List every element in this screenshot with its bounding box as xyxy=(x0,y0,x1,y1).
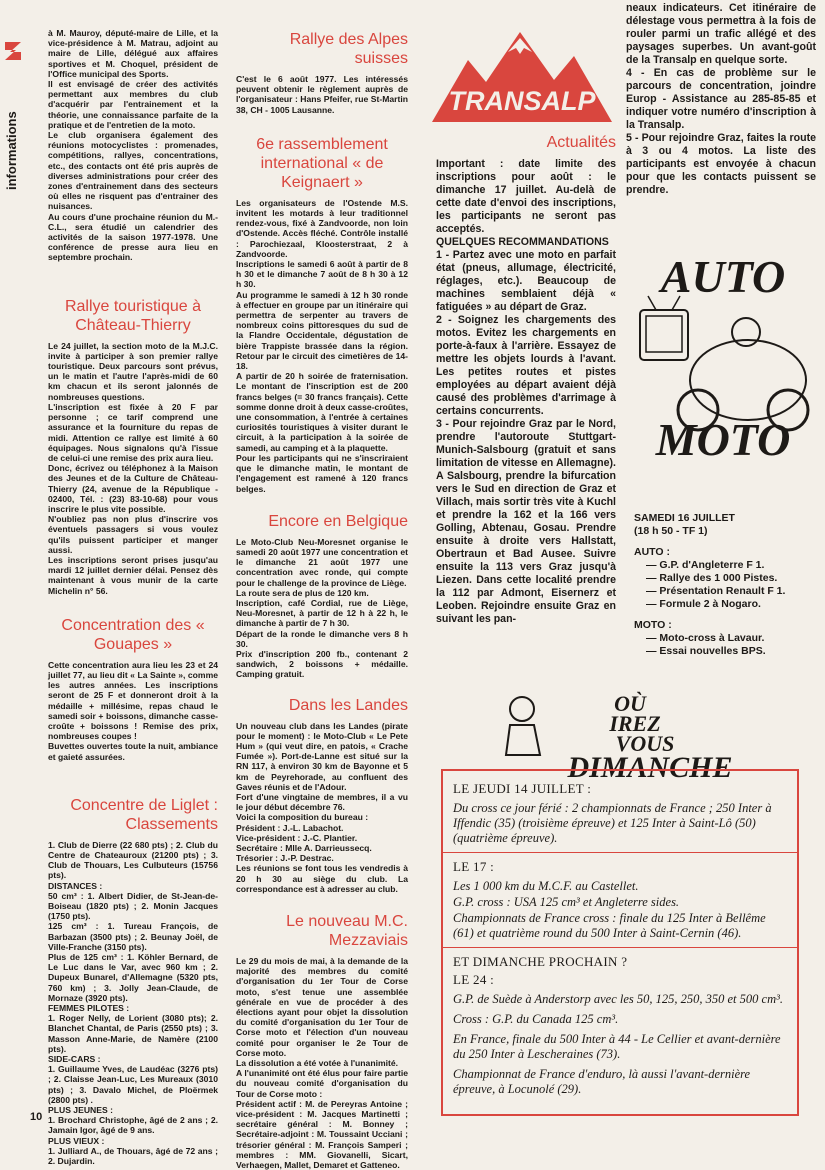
page-number: 10 xyxy=(30,1111,43,1123)
actualites-text: Important : date limite des inscriptions pour août : le dimanche 17 juillet. Au-delà de cette date d'envoi des inscriptions, les participants ne seront pas acceptés. QUELQUES RECOMMANDATIONS 1 - Partez avec une moto en parfait état (pneus, allumage, électricité, réglages, etc.). Beaucoup de machines semblaient déjà « fatiguées » au départ de Graz. 2 - Soignez les chargements des motos. Evitez les chargements en porte-à-faux à l'arrière. Essayez de mettre les objets lourds à l'avant. Les petites routes et pistes employées au départ avaient déjà causé des problèmes d'arrimage à certains concurrents. 3 - Pour rejoindre Graz par le Nord, prendre l'autoroute Stuttgart-Munich-Salsbourg (gratuit et sans limitation de vitesse en Allemagne). A Salsbourg, prendre la bifurcation vers le Sud en direction de Graz et Villach, mais sortir très vite à Kuchl et prendre la 162 et la 166 vers Golling, Abtenau, Gosau. Prendre ensuite à droite vers Hallstatt, Obertraun et Bad Ausee. Suivre ensuite la 113 vers Graz jusqu'à Liezen. Dans cette localité prendre la 112 par Admont, Eisernerz et Leoben. Rejoindre ensuite Graz en suivant les pan- xyxy=(436,158,616,625)
auto-item: — Présentation Renault F 1. xyxy=(646,585,786,597)
where-box xyxy=(441,769,799,1116)
svg-text:VOUS: VOUS xyxy=(615,731,675,756)
svg-text:MOTO: MOTO xyxy=(655,414,791,465)
svg-text:TRANSALP: TRANSALP xyxy=(448,86,596,116)
liglet-text: 1. Club de Dierre (22 680 pts) ; 2. Club du Centre de Chateauroux (21200 pts) ; 3. Club de Thouars, Les Culbuteurs (15756 pts). DISTANCES : 50 cm³ : 1. Albert Didier, de St-Jean-de-Boiseau (1820 pts) ; 2. Monin Jacques (1750 pts). 125 cm³ : 1. Tureau François, de Barbazan (3500 pts) ; 2. Beunay Joël, de Ville-Franche (3150 pts). Plus de 125 cm³ : 1. Köhler Bernard, de Le Luc dans le Var, avec 960 km ; 2. Dupeux Bunarel, d'Allemagne (5320 pts, 760 km) ; 3. Jolly Jean-Claude, de Mornaze (3920 pts). FEMMES PILOTES : 1. Roger Nelly, de Lorient (3080 pts); 2. Blanchet Chantal, de Paris (2550 pts) ; 3. Masson Anne-Marie, de Namère (2100 pts). SIDE-CARS : 1. Guillaume Yves, de Laudéac (3276 pts) ; 2. Claisse Jean-Luc, Les Mureaux (3010 pts) ; 3. Davalo Michel, de Ploërmek (2800 pts) . PLUS JEUNES : 1. Brochard Christophe, âgé de 2 ans ; 2. Jamain Igor, âgé de 9 ans. PLUS VIEUX : 1. Julliard A., de Thouars, âgé de 72 ans ; 2. Dujardin. xyxy=(48,839,218,1167)
belgique-text: Le Moto-Club Neu-Moresnet organise le samedi 20 août 1977 une concentration et le dimanche 21 août 1977 une concentration avec ronde, qui compte pour le challenge de la province de Liège. La route sera de plus de 120 km. Inscription, café Cordial, rue de Liège, Neu-Moresnet, à partir de 12 h à 22 h, le dimanche à partir de 7 h 30. Départ de la ronde le dimanche vers 8 h 30. Prix d'inscription 200 fb., contenant 2 sandwich, 2 boissons + médaille. Camping gratuit. xyxy=(236,536,408,680)
auto-item: — Rallye des 1 000 Pistes. xyxy=(646,572,778,584)
transalp-logo xyxy=(428,30,616,125)
svg-text:IREZ: IREZ xyxy=(609,711,661,736)
le-17-text-c: Championnats de France cross : finale du 125 Inter à Bellême (61) et quatrième round du 500 Inter à Saint-Cernin (46). xyxy=(453,911,766,940)
dimanche-prochain-heading: ET DIMANCHE PROCHAIN ? xyxy=(453,954,628,969)
gouapes-heading: Concentration des « Gouapes » xyxy=(61,616,205,653)
svg-text:OÙ: OÙ xyxy=(614,691,646,716)
column-1 xyxy=(48,28,218,1166)
moto-item: — Moto-cross à Lavaur. xyxy=(646,632,765,644)
mezzaviais-text: Le 29 du mois de mai, à la demande de la majorité des membres du comité d'organisation du 1er Tour de Corse moto, s'est tenue une assemblée générale en vue de procéder à des élections ayant pour objet la dissolution du comité d'organisation du 1er Tour de Corse moto et l'élection d'un nouveau comité pour organiser le 2e Tour de Corse moto. La dissolution a été votée à l'unanimité. A l'unanimité ont été élus pour faire partie du nouveau comité d'organisation du Tour de Corse moto : Président actif : M. de Pereyras Antoine ; vice-président : M. Jacques Martinetti ; secrétaire général : M. Bonney ; Secrétaire-adjoint : M. Toussaint Ucciani ; trésorier général : M. François Samperi ; membres : MM. Giovanelli, Sicart, Verhaegen, Mallet, Demaret et Gatteneo. xyxy=(236,956,408,1170)
alpes-heading: Rallye des Alpes suisses xyxy=(289,31,408,67)
le-24-text-d: Championnat de France d'enduro, là aussi l'avant-dernière épreuve, à Locunolé (29). xyxy=(453,1067,751,1096)
alpes-text: C'est le 6 août 1977. Les intéressés peuvent obtenir le règlement auprès de l'organisateur : Hans Pfeifer, rue St-Martin 38, CH - 1005 Lausanne. xyxy=(236,74,408,115)
jeudi-text: Du cross ce jour férié : 2 championnats de France ; 250 Inter à Iffendic (35) (troisième épreuve) et 125 Inter à Saint-Lô (50) (quatrième épreuve). xyxy=(453,801,772,845)
landes-heading: Dans les Landes xyxy=(288,696,408,714)
column-2 xyxy=(236,26,408,1170)
svg-text:AUTO: AUTO xyxy=(660,251,786,302)
landes-text: Un nouveau club dans les Landes (pirate pour le moment) : le Moto-Club « Le Pete Hum » (qui veut dire, en patois, « Crache Fumée »). Port-de-Lanne est situé sur la RN 117, à environ 30 km de Bayonne et 5 km de Peyrehorade, au confluent des Gaves réunis et de l'Adour. Fort d'une vingtaine de membres, il a vu le jour début décembre 76. Voici la composition du bureau : Président : J.-L. Labachot. Vice-président : J.-C. Plantier. Secrétaire : Mlle A. Darrieussecq. Trésorier : J.-P. Destrac. Les réunions se font tous les vendredis à 20 h 30 au siège du club. La correspondance est à adresser au club. xyxy=(236,720,408,894)
liglet-heading: Concentre de Liglet : Classements xyxy=(70,796,218,833)
moto-label: MOTO : xyxy=(634,619,672,631)
keignaert-heading: 6e rassemblement international « de Keignaert » xyxy=(256,135,388,191)
section-label: informations xyxy=(4,111,19,190)
le-24-heading: LE 24 : xyxy=(453,972,495,987)
transalp-continued-text: neaux indicateurs. Cet itinéraire de délestage vous permettra à la fois de rouler parmi un trafic allégé et des paysages superbes. Un avant-goût de la Transalp en quelque sorte. 4 - En cas de problème sur le parcours de concentration, joindre Europ - Assistance au 285-85-85 et indiquer votre numéro d'inscription à la Transalp. 5 - Pour rejoindre Graz, faites la route à 3 ou 4 motos. La liste des participants est envoyée à chacun pour que les contacts puissent se prendre. xyxy=(626,2,816,196)
auto-item: — G.P. d'Angleterre F 1. xyxy=(646,559,765,571)
tv-date: SAMEDI 16 JUILLET xyxy=(634,512,735,524)
le-24-text-b: Cross : G.P. du Canada 125 cm³. xyxy=(453,1012,619,1026)
rallye-touristique-text: Le 24 juillet, la section moto de la M.J.C. invite à participer à son premier rallye touristique. Deux parcours sont prévus, un le matin et l'autre l'après-midi de 60 km chacun et ils seront jalonnés de nombreuses questions. L'inscription est fixée à 20 F par personne ; ce tarif comprend une assurance et la fourniture du repas de midi. Attention ce rallye est limité à 60 équipages. Nous signalons qu'à l'issue de celui-ci une remise des prix aura lieu. Donc, écrivez ou téléphonez à la Maison des Jeunes et de la Culture de Château-Thierry (24, avenue de la République - 02400, Tél. : (23) 83-10-68) pour vous inscrire le plus vite possible. N'oubliez pas non plus d'inscrire vos éventuels passagers si vous voulez qu'ils puissent participer et manger aussi. Les inscriptions seront prises jusqu'au mardi 12 juillet dernier délai. Pensez dès maintenant à vous munir de la carte Michelin n° 56. xyxy=(48,340,218,596)
le-24-text-a: G.P. de Suède à Anderstorp avec les 50, 125, 250, 350 et 500 cm³. xyxy=(453,992,783,1006)
actualites-heading: Actualités xyxy=(546,134,616,151)
svg-text:DIMANCHE: DIMANCHE xyxy=(567,751,733,784)
belgique-heading: Encore en Belgique xyxy=(268,512,408,530)
le-17-text-a: Les 1 000 km du M.C.F. au Castellet. xyxy=(453,879,639,893)
auto-item: — Formule 2 à Nogaro. xyxy=(646,598,761,610)
gouapes-text: Cette concentration aura lieu les 23 et 24 juillet 77, au lieu dit « La Sainte », comme les autres années. Les inscriptions seront de 25 F et donneront droit à la médaille + millésime, repas chaud le samedi soir + boissons, dimanche casse-croûte + boissons ! Remise des prix, nombreuses coupes ! Buvettes ouvertes toute la nuit, ambiance et gaieté assurées. xyxy=(48,659,219,762)
rallye-touristique-heading: Rallye touristique à Château-Thierry xyxy=(64,297,202,334)
le-17-heading: LE 17 : xyxy=(453,859,495,874)
jeudi-heading: LE JEUDI 14 JUILLET : xyxy=(453,781,592,796)
tv-programme xyxy=(634,512,816,658)
keignaert-text: Les organisateurs de l'Ostende M.S. invitent les motards à leur traditionnel rendez-vous, fixé à Zandvoorde, non loin d'Ostende. Accès fléché. Contrôle installé : Parochiezaal, Kloosterstraat, 2 à Zandvoorde. Inscriptions le samedi 6 août à partir de 8 h 30 et le dimanche 7 août de 8 h 30 à 12 h 30. Au programme le samedi à 12 h 30 ronde à effectuer en groupe par un itinéraire qui permettra de serpenter au travers de nombreux coins pittoresques du sud de la Flandre Occidentale, dégustation de bière Trappiste brassée dans la région. Retour par le circuit des cimetières de 14-18. A partir de 20 h soirée de fraternisation. Le montant de l'inscription est de 200 francs belges (= 30 francs français). Cette somme donne droit à deux casse-croûtes, une consommation, à l'entrée à certaines curiosités touristiques à visiter durant le circuit, à la participation à la soirée de samedi, au camping et à la plaquette. Pour les participants qui ne s'inscriraient que le dimanche matin, le montant de l'engagement est ramené à 120 francs belges. xyxy=(236,197,408,494)
section-icon xyxy=(2,38,24,64)
mezzaviais-heading: Le nouveau M.C. Mezzaviais xyxy=(286,913,408,949)
divider xyxy=(443,852,797,853)
column-4 xyxy=(626,2,816,197)
auto-label: AUTO : xyxy=(634,546,670,558)
le-24-text-c: En France, finale du 500 Inter à 44 - Le Cellier et avant-dernière du 250 Inter à Lescheraines (73). xyxy=(453,1032,781,1061)
club-intro-text: à M. Mauroy, député-maire de Lille, et la vice-présidence à M. Matrau, adjoint au maire de Lille, délégué aux affaires sportives et M. Choquel, président de l'Office municipal des Sports. Il est envisagé de créer des activités permettant aux membres du club d'acquérir par l'entrainement et la théorie, une connaissance parfaite de la pratique et de l'entretien de la moto. Le club organisera également des réunions motocyclistes : promenades, compétitions, rallyes, concentrations, etc., des contacts ont été pris auprès de diverses administrations pour créer des zones d'entrainement dans des secteurs où elles ne risquent pas d'entrainer des nuisances. Au cours d'une prochaine réunion du M.-C.L., sera étudié un calendrier des activités de la saison 1977-1978. Une conférence de presse aura lieu en septembre prochain. xyxy=(48,28,218,263)
le-17-text-b: G.P. cross : USA 125 cm³ et Angleterre sides. xyxy=(453,895,680,909)
moto-item: — Essai nouvelles BPS. xyxy=(646,645,766,657)
column-3 xyxy=(436,133,616,626)
tv-time: (18 h 50 - TF 1) xyxy=(634,525,708,537)
divider xyxy=(443,947,797,948)
